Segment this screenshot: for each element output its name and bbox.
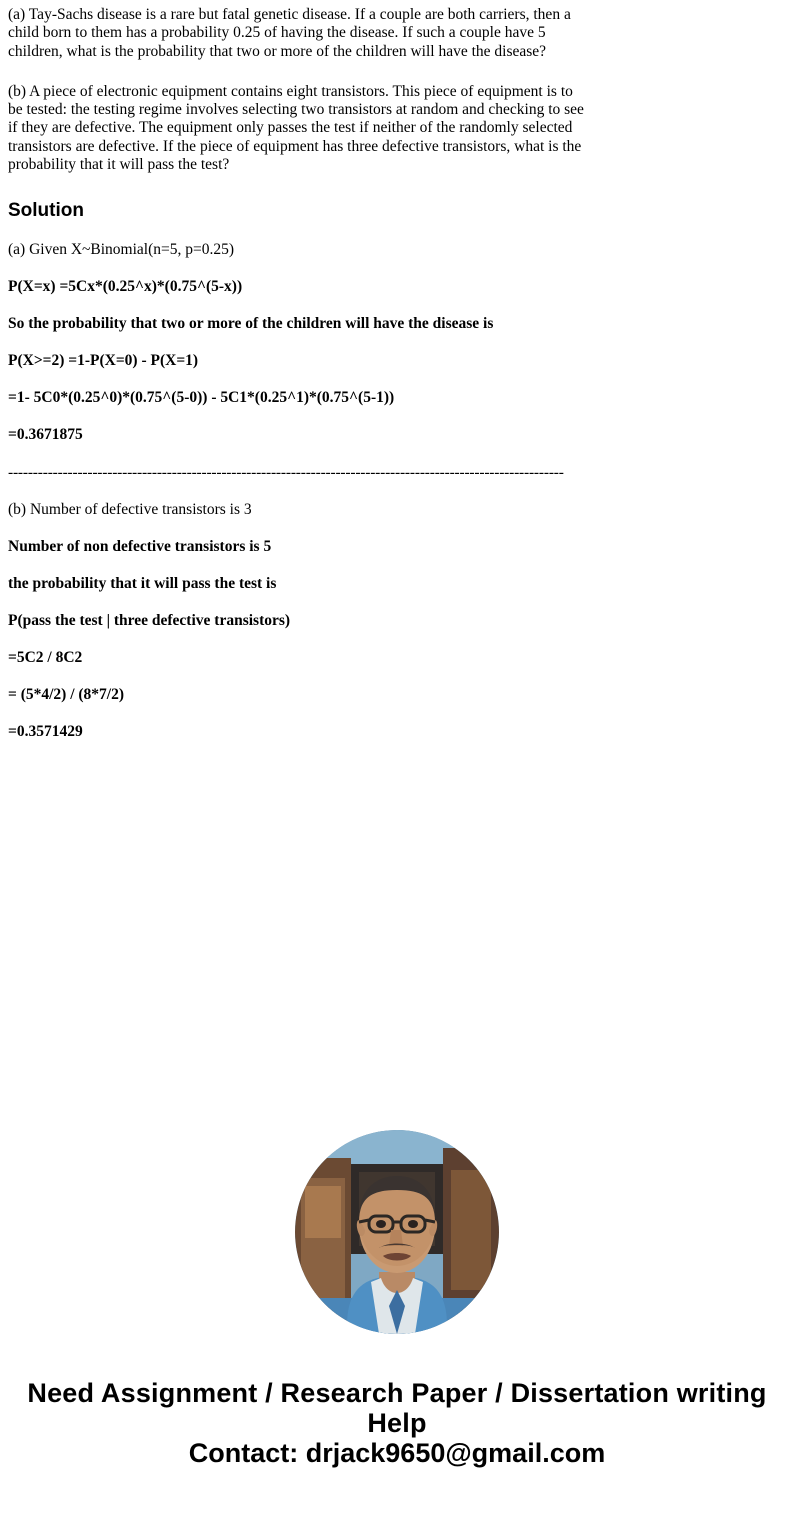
solution-part-b [0, 482, 794, 741]
avatar [295, 1130, 499, 1334]
avatar-photo-icon [295, 1130, 499, 1334]
solution-line: (b) Number of defective transistors is 3 [8, 501, 252, 519]
solution-line: Number of non defective transistors is 5 [8, 538, 272, 556]
question-part-a: (a) Tay-Sachs disease is a rare but fatal genetic disease. If a couple are both carriers, then a child born to them has a probability 0.25 of having the disease. If such a couple have 5 children, what is the probability that two or more of the children will have the disease? [8, 6, 571, 60]
solution-line: = (5*4/2) / (8*7/2) [8, 686, 125, 704]
footer-contact: Contact: drjack9650@gmail.com [188, 1438, 606, 1468]
solution-line: =5C2 / 8C2 [8, 649, 83, 667]
solution-line: (a) Given X~Binomial(n=5, p=0.25) [8, 241, 235, 259]
solution-heading: Solution [8, 200, 84, 222]
section-divider: ---------------------------------------------------------------------------------------------------------------- [8, 464, 564, 482]
solution-line: So the probability that two or more of the children will have the disease is [8, 315, 494, 333]
solution-line: P(pass the test | three defective transistors) [8, 612, 291, 630]
solution-line: the probability that it will pass the test is [8, 575, 277, 593]
footer-area [0, 1130, 794, 1468]
solution-line: =1- 5C0*(0.25^0)*(0.75^(5-0)) - 5C1*(0.25^1)*(0.75^(5-1)) [8, 389, 395, 407]
solution-line: P(X=x) =5Cx*(0.25^x)*(0.75^(5-x)) [8, 278, 243, 296]
solution-part-a [0, 222, 794, 444]
question-block [0, 0, 794, 174]
solution-line: =0.3671875 [8, 426, 83, 444]
solution-line: =0.3571429 [8, 723, 83, 741]
solution-line: P(X>=2) =1-P(X=0) - P(X=1) [8, 352, 199, 370]
footer-headline: Need Assignment / Research Paper / Dissertation writing Help [27, 1378, 767, 1438]
question-part-b: (b) A piece of electronic equipment contains eight transistors. This piece of equipment is to be tested: the testing regime involves selecting two transistors at random and checking to see if they are defective. The equipment only passes the test if neither of the randomly selected transistors are defective. If the piece of equipment has three defective transistors, what is the probability that it will pass the test? [8, 82, 584, 174]
